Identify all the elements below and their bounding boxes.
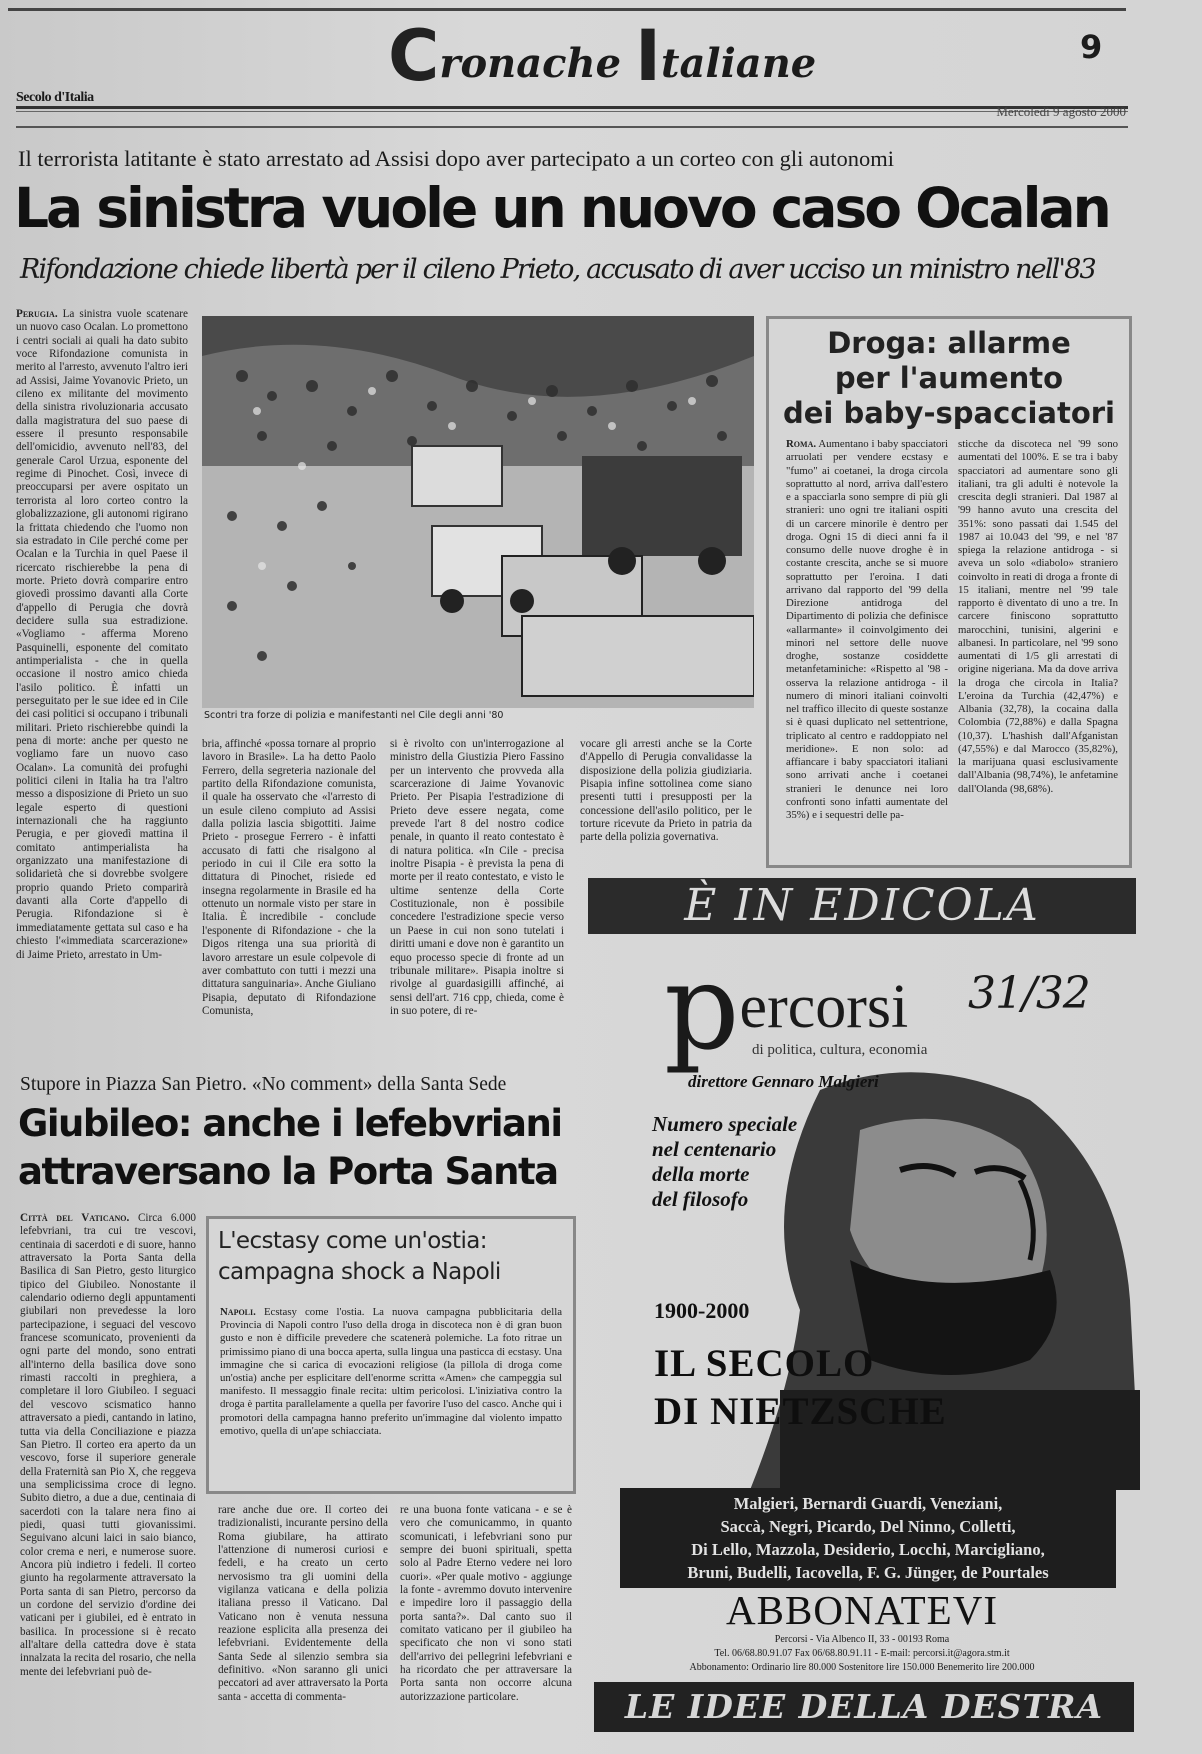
ad-authors-line-4: Bruni, Budelli, Iacovella, F. G. Jünger, de Pourtales: [687, 1563, 1049, 1582]
jubilee-dateline: Città del Vaticano.: [20, 1212, 130, 1224]
lead-column-2-text: bria, affinché «possa tornare al proprio lavoro in Brasile». La ha detto Paolo Ferrero, della segreteria nazionale del partito della Rifondazione comunista, il quale ha osservato che «l'arresto di un esule cileno compiuto ad Assisi dalla polizia lascia sbigottiti. Jaime Prieto - prosegue Ferrero - è infatti accusato di fatti che risalgono al periodo in cui il Cile era sotto la dittatura di Pinochet, risiede ed insegna regolarmente in Brasile ed ha ottenuto un normale visto per stare in Italia. È incredibile - conclude l'esponente di Rifondazione - che la Digos ritenga una sua priorità di lavoro arrestare un esule colpevole di aver combattuto con tutti i mezzi una dittatura sanguinaria». Anche Giuliano Pisapia, deputato di Rifondazione Comunista,: [202, 738, 376, 1017]
ad-big-title-line-1: IL SECOLO: [654, 1342, 875, 1385]
drug-headline-line-1: Droga: allarme: [827, 326, 1071, 360]
drug-column-2-text: sticche da discoteca nel '99 sono aumentati del 100%. E se tra i baby spacciatori ad aumentare sono gli italiani, tra gli adulti è notevole la crescita degli stranieri. Dal 1987 al '99 hanno avuto una crescita del 351%: sono passati dai 1.545 del 1987 ai 10.043 del '99, e nel '87 spiega la relazione antidroga - si aveva un solo «diabolo» straniero coinvolto in reati di droga a fronte di 15 italiani, mentre nel '99 tale rapporto è diventato di uno a tre. In carcere finiscono soprattutto marocchini, tunisini, algerini e albanesi. In particolare, nel '99 sono aumentati di 1/5 gli arrestati di origine nigeriana. Ma da dove arriva la droga che circola in Italia? L'eroina da Turchia (42,47%) e Albania (32,78), la cocaina dalla Colombia (72,88%) e dalla Spagna (10,37). L'hashish dall'Afganistan (47,55%) e dal Marocco (35,82%), la marijuana quasi esclusivamente dall'Albania (98,74%), le anfetamine dall'Olanda (98,68%).: [958, 438, 1118, 795]
ecstasy-text: Ecstasy come l'ostia. La nuova campagna pubblicitaria della Provincia di Napoli contro l'uso della droga in discoteca non è di gran buon gusto e non è difficile prevedere che scatenerà polemiche. La foto ritrae un primissimo piano di una bocca aperta, sulla lingua una pasticca di ecstasy. Una immagine che si carica di evocazioni religiose (la pillola di droga come un'ostia) anche per esplicitare dell'enorme scritta «Amen» che campeggia sul manifesto. Il messaggio finale recita: ultim pericolosi. L'iniziativa contro la droga è partita parallelamente a quella per favorire l'uso del casco. Anche qui i promotori della campagna hanno preferito un'immagine dal violento impatto emotivo, quella di un'ape schiacciata.: [220, 1306, 562, 1437]
ad-special-line-3: della morte: [652, 1162, 750, 1186]
ad-authors-line-2: Saccà, Negri, Picardo, Del Ninno, Colletti,: [720, 1517, 1016, 1536]
ad-title-initial: p: [664, 938, 740, 1076]
jubilee-column-3-text: re una buona fonte vaticana - e se è vero che comunicammo, in quanto scomunicati, i lefebvriani sono pur sempre dei buoni spirituali, spetta solo al Padre Eterno vedere nei loro cuori». «Per quale motivo - aggiunge la fonte - avremmo dovuto intervenire e impedire loro il passaggio della porta santa?». Dal canto suo il comitato vaticano per il giubileo ha specificato che non vi sono stati dell'arrivo dei pellegrini lefebvriani e ha ricordato che per attraversare la Porta santa non occorre alcuna autorizzazione particolare.: [400, 1504, 572, 1703]
ad-special-line-1: Numero speciale: [652, 1112, 798, 1136]
jubilee-headline-line-1: Giubileo: anche i lefebvriani: [18, 1102, 562, 1145]
ad-issue-number: 31/32: [968, 968, 1090, 1019]
ecstasy-headline: [218, 1226, 564, 1288]
jubilee-kicker: Stupore in Piazza San Pietro. «No comment» della Santa Sede: [20, 1074, 507, 1095]
ad-special-line-2: nel centenario: [652, 1137, 777, 1161]
ad-authors-line-3: Di Lello, Mazzola, Desiderio, Locchi, Marcigliano,: [691, 1540, 1045, 1559]
ecstasy-dateline: Napoli.: [220, 1306, 256, 1318]
drug-column-1: [786, 438, 948, 848]
ad-director: direttore Gennaro Malgieri: [688, 1072, 879, 1091]
ad-authors-line-1: Malgieri, Bernardi Guardi, Veneziani,: [733, 1494, 1003, 1513]
ad-big-title: [654, 1340, 947, 1436]
ad-banner-bottom: [594, 1682, 1134, 1732]
ecstasy-headline-line-1: L'ecstasy come un'ostia:: [218, 1228, 487, 1254]
photo-caption: Scontri tra forze di polizia e manifestanti nel Cile degli anni '80: [204, 710, 504, 721]
ad-banner-top-text: È IN EDICOLA: [684, 880, 1040, 931]
ad-banner-bottom-text: LE IDEE DELLA DESTRA: [624, 1687, 1104, 1726]
lead-column-3-text: si è rivolto con un'interrogazione al ministro della Giustizia Piero Fassino per un intervento che provveda alla scarcerazione di Jaime Yovanovic Prieto. Per Pisapia l'estradizione di Prieto deve essere negata, come prevede l'art 8 del nostro codice penale, in quanto il reato contestato è di natura politica. «In Cile - precisa inoltre Pisapia - è prevista la pena di morte per il reato contestato, e visto le ultime sentenze della Corte Costituzionale, non è possibile concedere l'estradizione specie verso un Paese in cui non sono tutelati i diritti umani e dove non è garantito un equo processo specie di fronte ad un tribunale militare». Pisapia inoltre si rivolge al guardasigilli affinché, ai sensi dell'art. 716 cpp, chieda, come è in suo potere, di re-: [390, 738, 564, 1017]
ad-special-issue: [652, 1112, 797, 1212]
lead-column-4-text: vocare gli arresti anche se la Corte d'Appello di Perugia convalidasse la disposizione della polizia giudiziaria. Pisapia infine sottolinea come siano presenti tutti i presupposti per la concessione dell'asilo politico, per le torture ricevute da Prieto in patria da parte della polizia governativa.: [580, 738, 752, 844]
jubilee-column-2-text: rare anche due ore. Il corteo dei tradizionalisti, incurante persino della Roma giubilare, ha attirato l'attenzione di numerosi curiosi e fedeli, e ha creato un certo nervosismo tra gli uomini della vigilanza vaticana e della polizia italiana presso il Vaticano. Dal Vaticano non è venuta nessuna reazione esplicita alla presenza dei lefebvriani. Evidentemente della Santa Sede al silenzio sembra sia definitivo. «Non saranno gli unici peccatori ad aver attraversato la Porta santa - accetta di commenta-: [218, 1504, 388, 1703]
ad-tagline: di politica, cultura, economia: [752, 1042, 928, 1058]
ad-contacts: Tel. 06/68.80.91.07 Fax 06/68.80.91.11 - E-mail: percorsi.it@agora.stm.it: [714, 1648, 1010, 1659]
protest-photo-image: [202, 316, 754, 708]
drug-column-1-text: Aumentano i baby spacciatori arruolati per vendere ecstasy e "fumo" ai coetanei, la droga circola soprattutto al nord, arriva dall'estero e a spacciarla sono sempre di più gli stranieri: uno ogni tre italiani ospiti di un carcere minorile è dentro per droga. Ogni 15 di dieci anni fa il consumo delle nuove droghe è in costante crescita, anche se si muore soprattutto per l'eroina. I dati arrivano dal rapporto del '99 della Direzione antidroga del Dipartimento di polizia che definisce «allarmante» il coinvolgimento dei minori nel settore delle nuove droghe, sostanze cosiddette metanfetaminiche: «Rispetto al '98 - osserva la relazione antidroga - il numero di minori italiani coinvolti nel traffico illecito di queste sostanze si è quasi duplicato nel settentrione, triplicato al centro e raddoppiato nel meridione». E non solo: ad affiancare i baby spacciatori italiani sono arrivati anche i coetanei stranieri le denunce nei loro confronti sono infatti aumentate del 35%) e i sequestri delle pa-: [786, 438, 948, 821]
ecstasy-column: [220, 1306, 562, 1482]
lead-kicker: Il terrorista latitante è stato arrestato ad Assisi dopo aver partecipato a un corteo con gli autonomi: [18, 146, 894, 171]
lead-column-3: [390, 738, 564, 1050]
ecstasy-headline-line-2: campagna shock a Napoli: [218, 1259, 501, 1285]
lead-column-4: [580, 738, 752, 858]
lead-column-2: [202, 738, 376, 1050]
ad-banner-top: [588, 878, 1136, 934]
paper-name: Secolo d'Italia: [16, 90, 94, 105]
jubilee-column-1-text: Circa 6.000 lefebvriani, tra cui tre vescovi, centinaia di sacerdoti e di suore, hanno attraversato la Porta Santa della Basilica di San Pietro, gesto liturgico tipico del Giubileo. Nonostante il calendario odierno degli appuntamenti giubilari non prevedesse la loro partecipazione, i seguaci del vescovo francese scomunicato, provenienti da ogni parte del mondo, sono entrati all'interno della basilica dove sono rimasti raccolti in preghiera, a completare il loro Giubileo. I seguaci del vescovo scismatico hanno attraversato a piedi, cantando in latino, tutta via della Conciliazione e piazza San Pietro. Il corteo era aperto da un vescovo, forse il superiore generale della Fraternità san Pio X, che reggeva una semplicissima croce di legno. Subito dietro, a due a due, centinaia di sacerdoti con la talare nera fino ai piedi, quasi tutti giovanissimi. Seguivano alcuni laici in saio bianco, color crema e neri, e numerose suore. Ancora più indietro i fedeli. Il corteo giunto ha regolarmente attraversato la Porta santa di san Pietro, percorso da un cordone del servizio d'ordine dei vaticani per i giubilei, ed è entrato in basilica. In processione si è recato all'altare della cattedra dove è stata innalzata la recita del rosario, che nella mente dei lefebvriani può de-: [20, 1212, 196, 1678]
section-title: [388, 16, 816, 96]
drug-dateline: Roma.: [786, 438, 817, 450]
ad-big-title-line-2: DI NIETZSCHE: [654, 1390, 947, 1433]
jubilee-column-1: [20, 1212, 196, 1740]
jubilee-headline-line-2: attraversano la Porta Santa: [18, 1150, 558, 1193]
issue-date: Mercoledì 9 agosto 2000: [996, 104, 1126, 119]
top-rule: [8, 8, 1126, 11]
ad-address: Percorsi - Via Albenco II, 33 - 00193 Roma: [774, 1634, 950, 1645]
lead-column-1: [16, 308, 188, 1050]
drug-headline-line-2: per l'aumento: [834, 361, 1064, 395]
protest-photo: [202, 316, 754, 708]
masthead-rule-bottom: [16, 126, 1128, 128]
section-title-word-2: taliane: [661, 40, 817, 87]
section-title-word-1: ronache: [439, 40, 635, 87]
drug-headline: [776, 326, 1122, 431]
ad-special-line-4: del filosofo: [652, 1187, 749, 1211]
section-title-cap-c: C: [388, 15, 440, 97]
lead-column-1-text: La sinistra vuole scatenare un nuovo caso Ocalan. Lo promettono i centri sociali ai quali ha dato subito voce Rifondazione comunista in merito al l'arresto, avvenuto l'altro ieri ad Assisi, Jaime Yovanovic Prieto, un cileno ex militante del movimento della sinistra rivoluzionaria accusato dalla magistratura del suo paese di essere il presunto responsabile dell'omicidio, avvenuto nell'83, del generale Carol Urzua, esponente del regime di Pinochet. Così, invece di preoccuparsi per avere ospitato un terrorista al loro corteo contro la globalizzazione, gli autonomi rigirano la frittata chiedendo che l'uomo non sia estradato in Cile perché come per Ocalan e la Turchia in quel Paese il ricercato rischierebbe la pena di morte. Prieto dovrà comparire entro giovedì prossimo davanti alla Corte d'appello di Perugia che dovrà decidere sulla sua estradizione. «Vogliamo - afferma Moreno Pasquinelli, esponente del comitato antimperialista - che in quella occasione il nostro amico chieda l'asilo politico. È infatti un perseguitato per le sue idee ed in Cile dei casi politici si occupano i tribunali militari. Prieto rischierebbe quindi la pena di morte: anche per questo ne vogliamo fare un nuovo caso Ocalan». La comunità dei profughi politici cileni in Italia ha tra l'altro messo a disposizione di Prieto un suo legale esperto di questioni internazionali che ha raggiunto Perugia, e per giovedì mattina il comitato antimperialista ha organizzato una manifestazione di solidarietà che si dovrebbe svolgere proprio quando Prieto comparirà davanti alla Corte d'appello di Perugia. Rifondazione si è immediatamente gettata sul caso e ha chiesto l'«immediata scarcerazione» di Jaime Prieto, arrestato in Um-: [16, 308, 188, 961]
ad-years: 1900-2000: [654, 1298, 750, 1323]
lead-headline: La sinistra vuole un nuovo caso Ocalan: [14, 176, 1109, 240]
ad-subscribe: ABBONATEVI: [726, 1587, 998, 1633]
lead-subhead: Rifondazione chiede libertà per il cileno Prieto, accusato di aver ucciso un ministro nell'83: [20, 254, 1095, 285]
section-title-cap-i: I: [634, 15, 661, 97]
ad-rates: Abbonamento: Ordinario lire 80.000 Sostenitore lire 150.000 Benemerito lire 200.000: [689, 1662, 1035, 1673]
ad-title-rest: ercorsi: [739, 973, 909, 1041]
jubilee-headline: [18, 1100, 582, 1196]
jubilee-column-3: [400, 1504, 572, 1740]
jubilee-column-2: [218, 1504, 388, 1740]
drug-column-2: [958, 438, 1118, 848]
drug-headline-line-3: dei baby-spacciatori: [783, 396, 1115, 430]
lead-dateline: Perugia.: [16, 308, 58, 320]
ad-authors: [620, 1488, 1116, 1588]
page-number: 9: [1080, 28, 1103, 66]
